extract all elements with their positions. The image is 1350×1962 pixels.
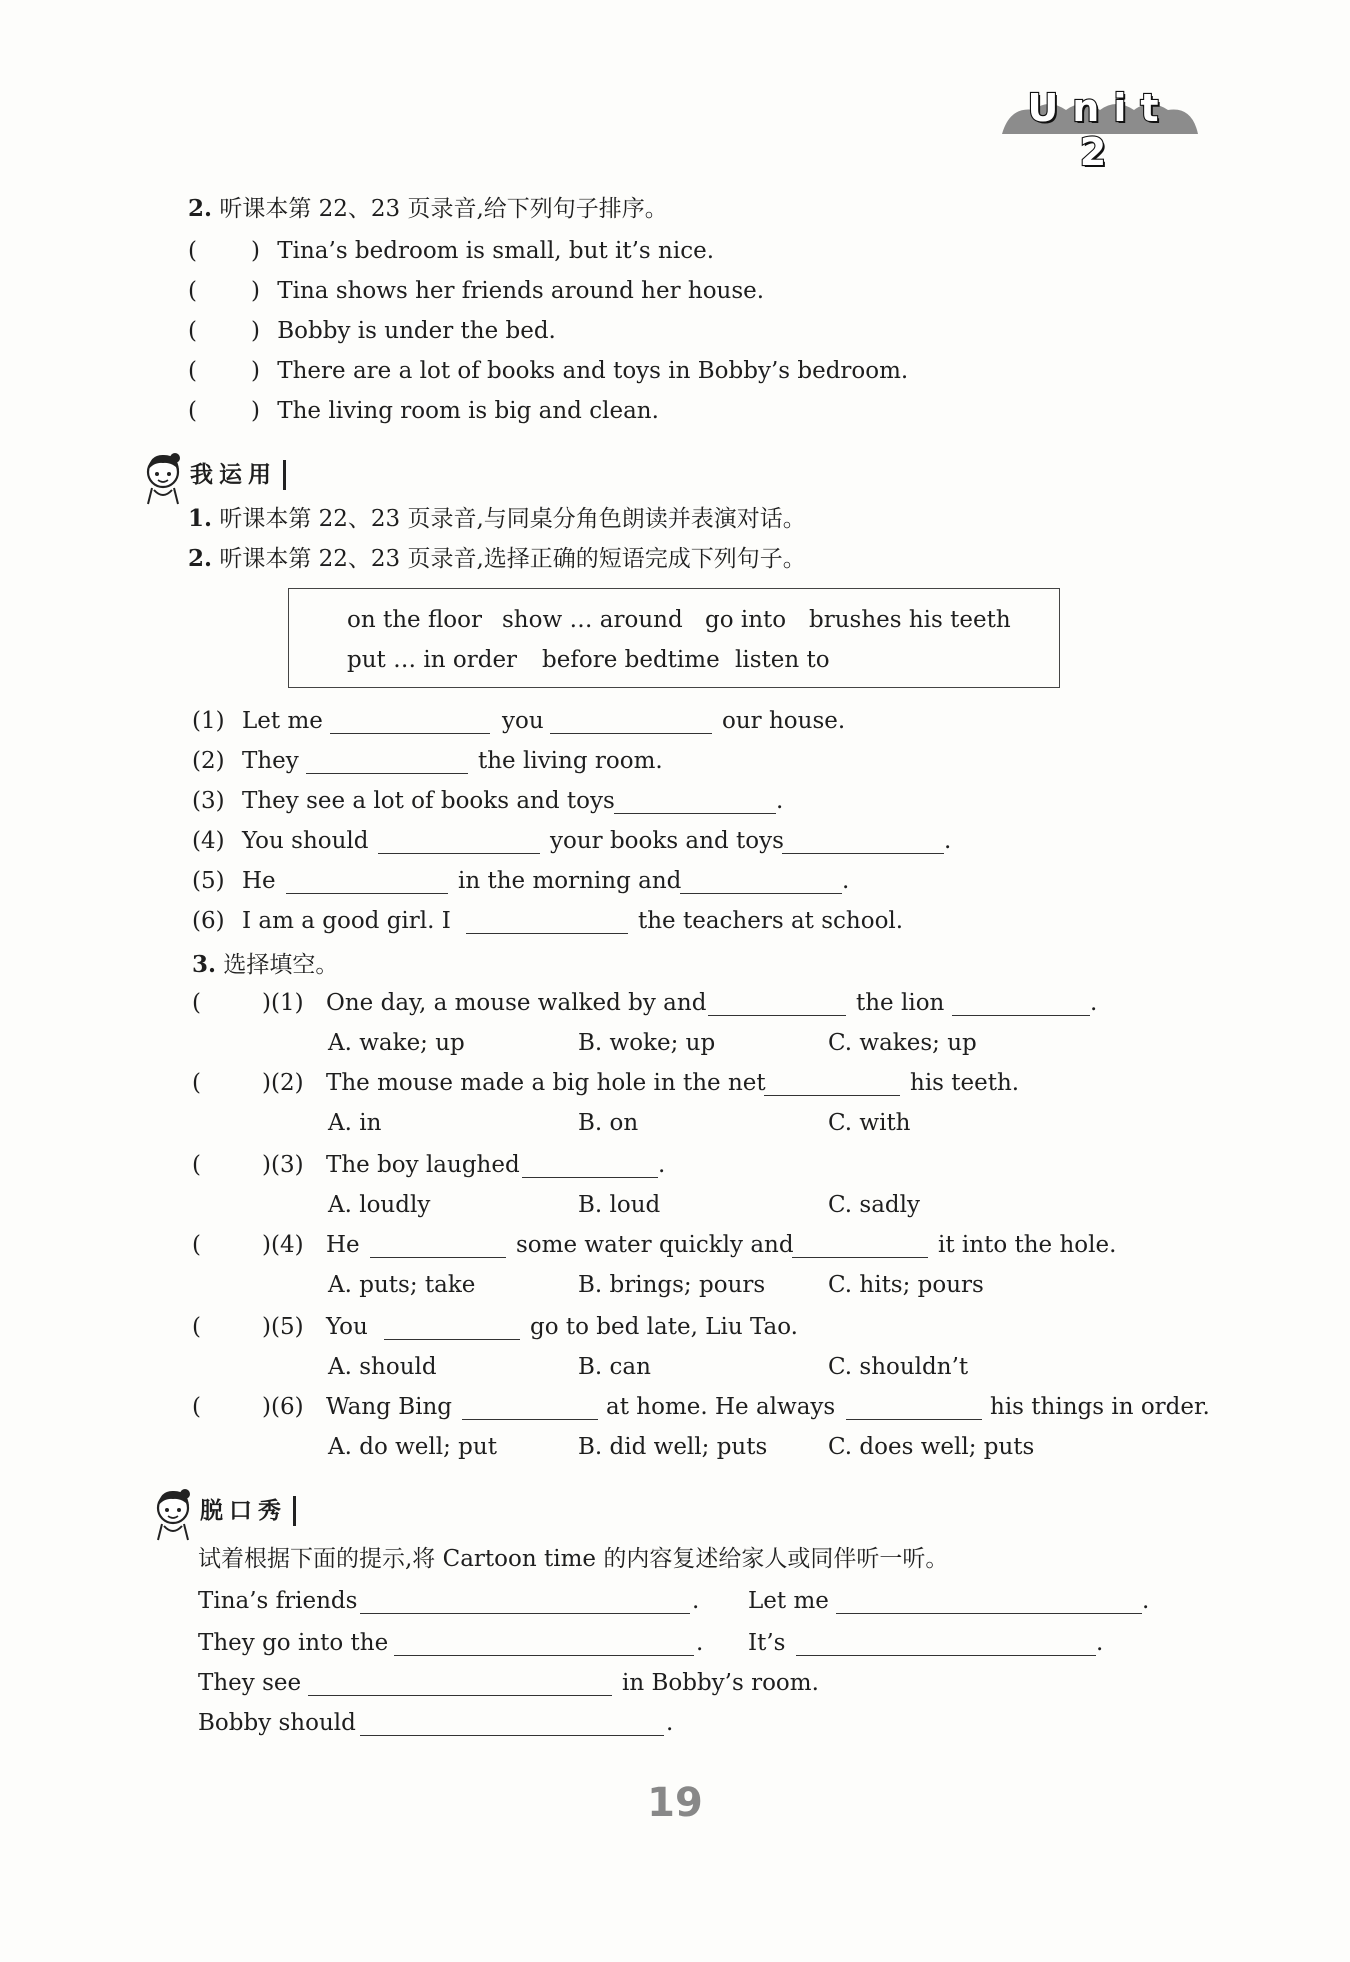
fill-number: (2): [192, 748, 225, 774]
order-item: ( ) The living room is big and clean.: [188, 398, 659, 424]
use-instruction-1: 1. 听课本第 22、23 页录音,与同桌分角色朗读并表演对话。: [188, 505, 806, 532]
choice-text: One day, a mouse walked by and: [326, 990, 707, 1016]
fill-number: (5): [192, 868, 225, 894]
phrase: brushes his teeth: [809, 607, 1011, 633]
order-item: ( ) Tina’s bedroom is small, but it’s nice.: [188, 238, 715, 264]
fill-text: .: [842, 868, 850, 894]
use-instruction-3: 3. 选择填空。: [192, 951, 339, 978]
choice-text: his teeth.: [910, 1070, 1020, 1096]
use-section-header: [138, 450, 398, 494]
answer-blank[interactable]: [462, 1419, 598, 1420]
phrase: show … around: [502, 607, 683, 633]
choice-text: it into the hole.: [938, 1232, 1117, 1258]
phrase-box: [288, 588, 1060, 688]
fill-text: I am a good girl. I: [242, 908, 451, 934]
answer-blank[interactable]: [306, 773, 468, 774]
phrase: before bedtime: [542, 647, 720, 673]
answer-blank[interactable]: [330, 733, 490, 734]
choice-paren: (: [192, 1314, 201, 1340]
choice-text: Wang Bing: [326, 1394, 452, 1420]
talk-text: Tina’s friends: [198, 1588, 358, 1614]
fill-number: (6): [192, 908, 225, 934]
option-a[interactable]: A. should: [328, 1354, 437, 1380]
choice-text: at home. He always: [606, 1394, 836, 1420]
order-item: ( ) Bobby is under the bed.: [188, 318, 556, 344]
option-b[interactable]: B. did well; puts: [578, 1434, 768, 1460]
option-b[interactable]: B. brings; pours: [578, 1272, 766, 1298]
answer-blank[interactable]: [782, 853, 944, 854]
answer-blank[interactable]: [466, 933, 628, 934]
option-a[interactable]: A. in: [328, 1110, 382, 1136]
answer-blank[interactable]: [308, 1695, 612, 1696]
option-b[interactable]: B. loud: [578, 1192, 661, 1218]
talk-text: .: [666, 1710, 674, 1736]
page-number: 19: [647, 1780, 703, 1826]
answer-blank[interactable]: [360, 1613, 690, 1614]
answer-blank[interactable]: [680, 893, 842, 894]
order-item: ( ) Tina shows her friends around her house.: [188, 278, 765, 304]
fill-text: .: [776, 788, 784, 814]
cartoon-girl-icon: [138, 450, 188, 506]
answer-blank[interactable]: [952, 1015, 1090, 1016]
option-c[interactable]: C. hits; pours: [828, 1272, 984, 1298]
answer-blank[interactable]: [360, 1735, 664, 1736]
answer-blank[interactable]: [370, 1257, 506, 1258]
answer-blank[interactable]: [286, 893, 448, 894]
phrase: go into: [705, 607, 787, 633]
choice-number: )(5): [262, 1314, 304, 1340]
choice-text: .: [1090, 990, 1098, 1016]
choice-text: .: [658, 1152, 666, 1178]
answer-blank[interactable]: [378, 853, 540, 854]
talk-text: .: [1142, 1588, 1150, 1614]
answer-blank[interactable]: [764, 1095, 900, 1096]
answer-blank[interactable]: [846, 1419, 982, 1420]
fill-text: you: [502, 708, 544, 734]
choice-text: You: [326, 1314, 368, 1340]
option-c[interactable]: C. shouldn’t: [828, 1354, 969, 1380]
option-a[interactable]: A. do well; put: [328, 1434, 497, 1460]
option-b[interactable]: B. woke; up: [578, 1030, 716, 1056]
fill-text: They see a lot of books and toys: [242, 788, 615, 814]
talk-text: Bobby should: [198, 1710, 356, 1736]
talk-text: .: [692, 1588, 700, 1614]
talk-text: .: [1096, 1630, 1104, 1656]
choice-number: )(3): [262, 1152, 304, 1178]
answer-blank[interactable]: [614, 813, 776, 814]
choice-text: He: [326, 1232, 360, 1258]
phrase: listen to: [735, 647, 830, 673]
option-c[interactable]: C. with: [828, 1110, 911, 1136]
fill-text: the teachers at school.: [638, 908, 904, 934]
choice-text: The mouse made a big hole in the net: [326, 1070, 766, 1096]
choice-text: go to bed late, Liu Tao.: [530, 1314, 798, 1340]
fill-text: the living room.: [478, 748, 663, 774]
talk-text: They see: [198, 1670, 302, 1696]
choice-number: )(1): [262, 990, 304, 1016]
answer-blank[interactable]: [796, 1655, 1096, 1656]
option-b[interactable]: B. can: [578, 1354, 651, 1380]
talk-section-label: 脱口秀: [200, 1496, 296, 1526]
answer-blank[interactable]: [836, 1613, 1142, 1614]
answer-blank[interactable]: [522, 1177, 658, 1178]
option-a[interactable]: A. wake; up: [328, 1030, 465, 1056]
use-section-label: 我运用: [190, 460, 286, 490]
fill-text: your books and toys: [550, 828, 784, 854]
choice-number: )(4): [262, 1232, 304, 1258]
unit-badge: [1000, 86, 1200, 174]
phrase: on the floor: [347, 607, 482, 633]
fill-text: He: [242, 868, 276, 894]
order-item: ( ) There are a lot of books and toys in Bobby’s bedroom.: [188, 358, 909, 384]
choice-paren: (: [192, 1232, 201, 1258]
talk-text: It’s: [748, 1630, 786, 1656]
talk-text: .: [696, 1630, 704, 1656]
talk-instruction: 试着根据下面的提示,将 Cartoon time 的内容复述给家人或同伴听一听。: [198, 1546, 949, 1572]
talk-text: in Bobby’s room.: [622, 1670, 819, 1696]
talk-text: Let me: [748, 1588, 829, 1614]
option-a[interactable]: A. puts; take: [328, 1272, 476, 1298]
choice-number: )(6): [262, 1394, 304, 1420]
fill-text: our house.: [722, 708, 846, 734]
order-title: 2. 听课本第 22、23 页录音,给下列句子排序。: [188, 195, 668, 222]
option-a[interactable]: A. loudly: [328, 1192, 431, 1218]
choice-number: )(2): [262, 1070, 304, 1096]
cartoon-girl-icon: [148, 1486, 198, 1542]
fill-text: in the morning and: [458, 868, 682, 894]
fill-text: .: [944, 828, 952, 854]
talk-section-header: [148, 1486, 408, 1530]
answer-blank[interactable]: [550, 733, 712, 734]
talk-text: They go into the: [198, 1630, 389, 1656]
choice-text: The boy laughed: [326, 1152, 520, 1178]
option-c[interactable]: C. wakes; up: [828, 1030, 977, 1056]
fill-text: Let me: [242, 708, 323, 734]
fill-number: (3): [192, 788, 225, 814]
fill-text: You should: [242, 828, 369, 854]
answer-blank[interactable]: [394, 1655, 694, 1656]
choice-text: his things in order.: [990, 1394, 1210, 1420]
choice-paren: (: [192, 1070, 201, 1096]
phrase: put … in order: [347, 647, 518, 673]
choice-paren: (: [192, 1152, 201, 1178]
option-b[interactable]: B. on: [578, 1110, 639, 1136]
answer-blank[interactable]: [708, 1015, 846, 1016]
use-instruction-2: 2. 听课本第 22、23 页录音,选择正确的短语完成下列句子。: [188, 545, 806, 572]
option-c[interactable]: C. does well; puts: [828, 1434, 1035, 1460]
option-c[interactable]: C. sadly: [828, 1192, 920, 1218]
choice-paren: (: [192, 990, 201, 1016]
choice-text: the lion: [856, 990, 945, 1016]
fill-text: They: [242, 748, 299, 774]
choice-text: some water quickly and: [516, 1232, 794, 1258]
unit-label: Unit 2: [1027, 86, 1173, 174]
fill-number: (4): [192, 828, 225, 854]
fill-number: (1): [192, 708, 225, 734]
answer-blank[interactable]: [384, 1339, 520, 1340]
choice-paren: (: [192, 1394, 201, 1420]
answer-blank[interactable]: [792, 1257, 928, 1258]
